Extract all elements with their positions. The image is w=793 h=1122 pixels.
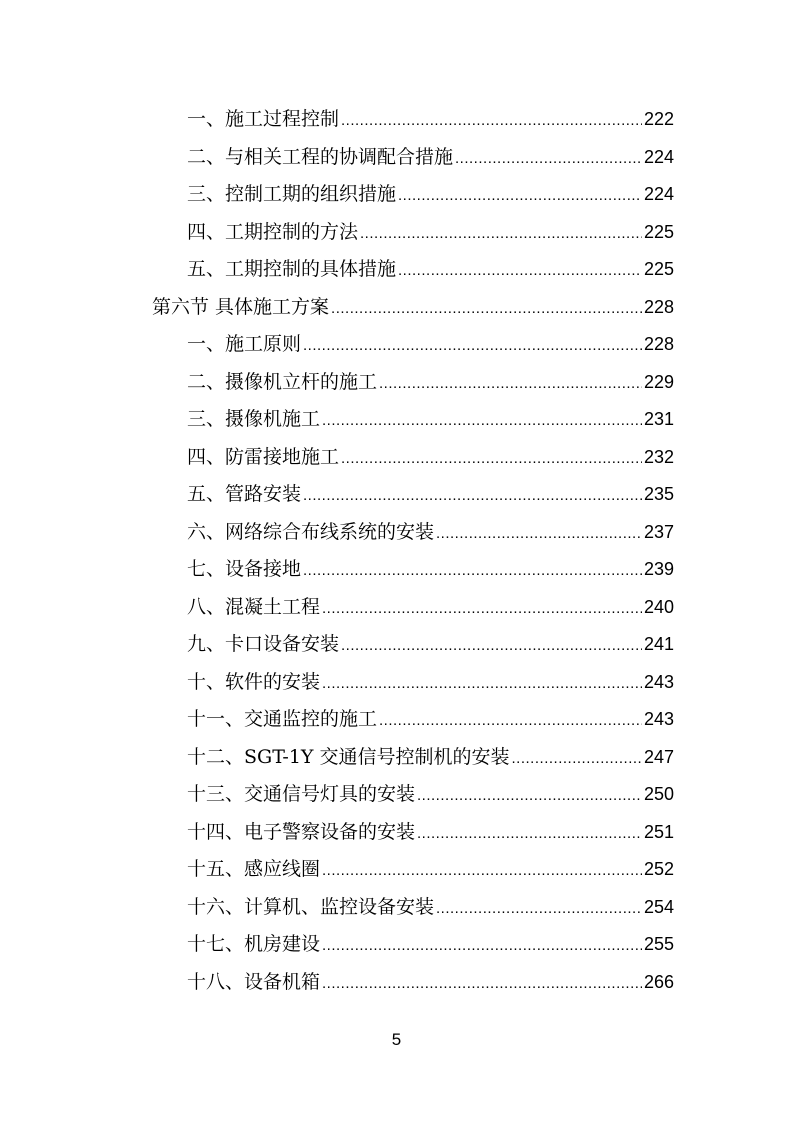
toc-entry-title: 五、管路安装: [187, 483, 302, 505]
toc-section-entry[interactable]: [152, 289, 674, 326]
toc-entry[interactable]: [187, 776, 674, 813]
toc-entry[interactable]: [187, 176, 674, 213]
toc-entry-title: 八、混凝土工程: [187, 595, 321, 618]
toc-entry-title: 十五、感应线圈: [187, 858, 321, 880]
toc-entry-page: 229: [643, 371, 674, 392]
toc-entry[interactable]: [187, 551, 674, 588]
toc-dot-leader: [303, 477, 642, 514]
toc-entry-page: 225: [643, 259, 674, 279]
toc-entry-page: 232: [643, 446, 674, 467]
toc-dot-leader: [341, 102, 642, 139]
toc-entry[interactable]: [187, 514, 674, 551]
toc-dot-leader: [379, 702, 642, 739]
toc-entry[interactable]: [187, 476, 674, 513]
toc-dot-leader: [331, 290, 642, 327]
toc-entry[interactable]: [187, 814, 674, 851]
toc-entry-page: 231: [643, 409, 674, 429]
toc-entry-title: 十七、机房建设: [187, 933, 321, 955]
toc-entry-page: 254: [643, 896, 674, 917]
toc-dot-leader: [398, 177, 642, 214]
toc-dot-leader: [436, 890, 642, 927]
toc-dot-leader: [398, 252, 642, 289]
toc-entry[interactable]: [187, 626, 674, 663]
toc-entry-title: 二、与相关工程的协调配合措施: [187, 145, 454, 168]
toc-entry-page: 243: [643, 671, 674, 692]
toc-entry-page: 224: [643, 146, 674, 167]
toc-dot-leader: [436, 515, 642, 552]
toc-entry-title: 第六节 具体施工方案: [152, 295, 330, 318]
toc-entry-page: 255: [643, 934, 674, 954]
toc-entry-title: 十三、交通信号灯具的安装: [187, 783, 416, 805]
toc-entry-title: 四、工期控制的方法: [187, 220, 359, 243]
toc-entry-title: 十、软件的安装: [187, 670, 321, 693]
toc-entry[interactable]: [187, 364, 674, 401]
toc-entry[interactable]: [187, 664, 674, 701]
toc-entry-page: 228: [643, 334, 674, 354]
toc-entry-title: 十二、SGT-1Y 交通信号控制机的安装: [187, 745, 510, 768]
toc-entry-title: 三、控制工期的组织措施: [187, 183, 397, 205]
toc-entry-title: 一、施工过程控制: [187, 108, 340, 130]
toc-entry[interactable]: [187, 401, 674, 438]
toc-dot-leader: [322, 590, 642, 627]
toc-dot-leader: [303, 327, 642, 364]
toc-entry[interactable]: [187, 214, 674, 251]
toc-entry-page: 224: [643, 184, 674, 204]
toc-entry[interactable]: [187, 251, 674, 288]
toc-entry[interactable]: [187, 739, 674, 776]
toc-entry-page: 243: [643, 709, 674, 729]
toc-entry-page: 228: [643, 296, 674, 317]
toc-entry[interactable]: [187, 701, 674, 738]
toc-entry[interactable]: [187, 926, 674, 963]
toc-entry-title: 十四、电子警察设备的安装: [187, 820, 416, 843]
toc-dot-leader: [360, 215, 642, 252]
toc-entry[interactable]: [187, 889, 674, 926]
toc-entry-page: 237: [643, 521, 674, 542]
toc-entry-title: 一、施工原则: [187, 333, 302, 355]
toc-entry[interactable]: [187, 589, 674, 626]
toc-entry-page: 239: [643, 559, 674, 579]
toc-entry-page: 250: [643, 784, 674, 804]
toc-entry-title: 五、工期控制的具体措施: [187, 258, 397, 280]
toc-dot-leader: [417, 777, 642, 814]
toc-entry-title: 二、摄像机立杆的施工: [187, 370, 378, 393]
toc-dot-leader: [322, 965, 642, 1002]
toc-dot-leader: [379, 365, 642, 402]
toc-dot-leader: [341, 440, 642, 477]
toc-entry-page: 240: [643, 596, 674, 617]
toc-entry[interactable]: [187, 851, 674, 888]
toc-entry-title: 十一、交通监控的施工: [187, 708, 378, 730]
toc-entry-title: 十八、设备机箱: [187, 970, 321, 993]
toc-entry-title: 四、防雷接地施工: [187, 445, 340, 468]
toc-entry-title: 三、摄像机施工: [187, 408, 321, 430]
toc-entry[interactable]: [187, 439, 674, 476]
toc-entry-title: 九、卡口设备安装: [187, 633, 340, 655]
toc-entry[interactable]: [187, 101, 674, 138]
toc-entry-page: 241: [643, 634, 674, 654]
toc-entry-page: 222: [643, 109, 674, 129]
toc-dot-leader: [417, 815, 642, 852]
toc-entry[interactable]: [187, 139, 674, 176]
toc-dot-leader: [322, 665, 642, 702]
toc-entry-page: 247: [643, 746, 674, 767]
toc-entry-page: 235: [643, 484, 674, 504]
toc-entry-page: 252: [643, 859, 674, 879]
toc-entry-page: 251: [643, 821, 674, 842]
toc-entry[interactable]: [187, 964, 674, 1001]
toc-entry[interactable]: [187, 326, 674, 363]
toc-dot-leader: [322, 402, 642, 439]
toc-entry-title: 六、网络综合布线系统的安装: [187, 520, 435, 543]
toc-entry-title: 十六、计算机、监控设备安装: [187, 895, 435, 918]
toc-dot-leader: [512, 740, 642, 777]
toc-entry-title: 七、设备接地: [187, 558, 302, 580]
toc-dot-leader: [322, 852, 642, 889]
page-number: 5: [391, 1030, 402, 1049]
toc-dot-leader: [322, 927, 642, 964]
toc-dot-leader: [455, 140, 642, 177]
toc-entry-page: 225: [643, 221, 674, 242]
toc-dot-leader: [303, 552, 642, 589]
toc-entry-page: 266: [643, 971, 674, 992]
toc-dot-leader: [341, 627, 642, 664]
